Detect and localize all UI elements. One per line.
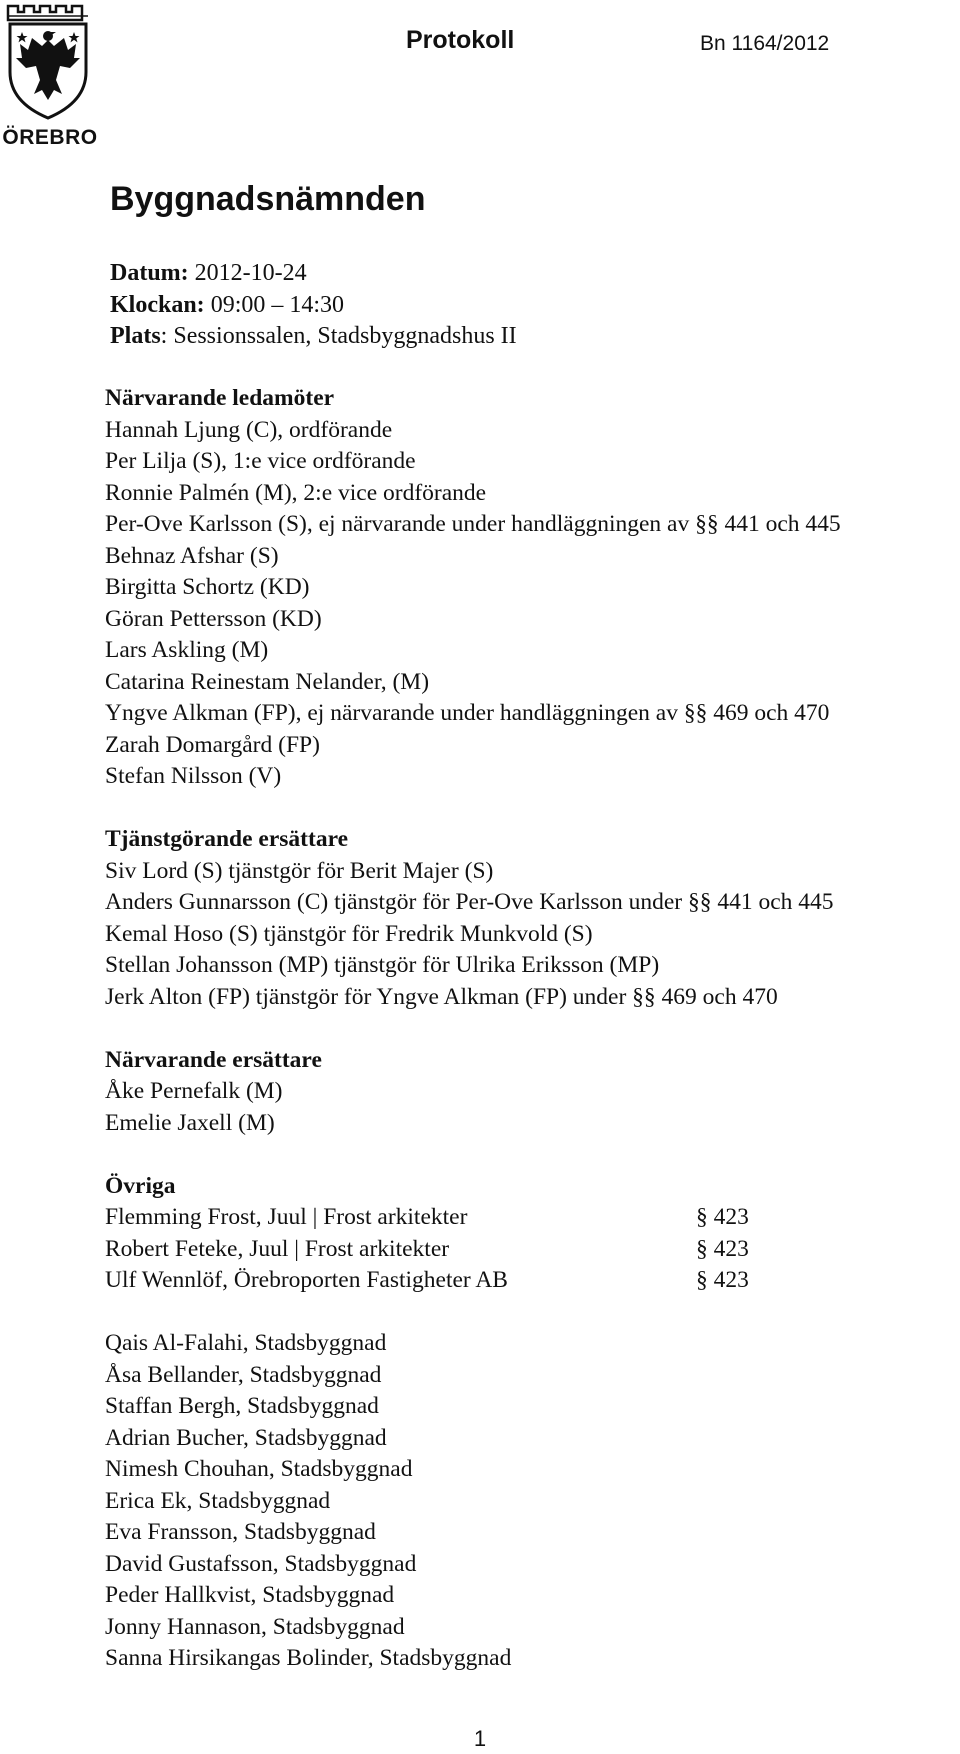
- place-value: : Sessionssalen, Stadsbyggnadshus II: [160, 323, 517, 349]
- section-members: [105, 383, 955, 793]
- list-item: Åke Pernefalk (M): [105, 1078, 283, 1104]
- paragraph-ref: § 423: [696, 1235, 749, 1262]
- list-item: Siv Lord (S) tjänstgör för Berit Majer (S): [105, 857, 494, 884]
- meeting-date: [110, 258, 517, 290]
- coat-of-arms-graphic: [2, 2, 94, 124]
- list-item: Sanna Hirsikangas Bolinder, Stadsbyggnad: [105, 1645, 512, 1671]
- section-heading: Närvarande ersättare: [105, 1046, 322, 1073]
- section-others: [105, 1171, 955, 1297]
- list-item: Stefan Nilsson (V): [105, 763, 282, 789]
- list-item: Erica Ek, Stadsbyggnad: [105, 1487, 331, 1514]
- attendee-name: Robert Feteke, Juul | Frost arkitekter: [105, 1235, 450, 1262]
- list-item: Zarah Domargård (FP): [105, 731, 320, 758]
- time-label: Klockan:: [110, 291, 205, 318]
- list-item: Qais Al-Falahi, Stadsbyggnad: [105, 1330, 387, 1356]
- list-item: Yngve Alkman (FP), ej närvarande under handläggningen av §§ 469 och 470: [105, 700, 830, 726]
- place-label: Plats: [110, 323, 161, 349]
- time-value: 09:00 – 14:30: [204, 291, 345, 318]
- attendee-name: Flemming Frost, Juul | Frost arkitekter: [105, 1204, 468, 1230]
- list-item: Jonny Hannason, Stadsbyggnad: [105, 1613, 405, 1640]
- list-item: Jerk Alton (FP) tjänstgör för Yngve Alkman (FP) under §§ 469 och 470: [105, 983, 778, 1010]
- meeting-place: [110, 321, 517, 353]
- list-item: Per-Ove Karlsson (S), ej närvarande under handläggningen av §§ 441 och 445: [105, 511, 841, 537]
- list-item: Per Lilja (S), 1:e vice ordförande: [105, 448, 416, 474]
- section-substitutes-serving: [105, 824, 955, 1013]
- table-row: [105, 1202, 955, 1234]
- list-item: Lars Askling (M): [105, 637, 269, 663]
- list-item: Peder Hallkvist, Stadsbyggnad: [105, 1582, 395, 1608]
- list-item: Ronnie Palmén (M), 2:e vice ordförande: [105, 479, 487, 506]
- section-heading: Övriga: [105, 1172, 176, 1199]
- document-type: Protokoll: [406, 26, 515, 54]
- orebro-coat-of-arms-icon: [2, 2, 98, 150]
- document-number: Bn 1164/2012: [700, 32, 830, 55]
- list-item: Göran Pettersson (KD): [105, 605, 322, 632]
- table-row: [105, 1265, 955, 1297]
- attendee-name: Ulf Wennlöf, Örebroporten Fastigheter AB: [105, 1267, 508, 1293]
- meeting-details: [110, 258, 517, 353]
- paragraph-ref: § 423: [696, 1204, 749, 1230]
- list-item: Staffan Bergh, Stadsbyggnad: [105, 1393, 379, 1419]
- list-item: Catarina Reinestam Nelander, (M): [105, 668, 430, 695]
- date-value: 2012-10-24: [188, 260, 307, 286]
- section-heading: Närvarande ledamöter: [105, 385, 335, 411]
- meeting-time: [110, 290, 517, 322]
- list-item: Adrian Bucher, Stadsbyggnad: [105, 1424, 387, 1451]
- table-row: [105, 1234, 955, 1266]
- list-item: Stellan Johansson (MP) tjänstgör för Ulrika Eriksson (MP): [105, 952, 660, 978]
- page-number: 1: [473, 1726, 487, 1751]
- paragraph-ref: § 423: [696, 1267, 749, 1293]
- logo-wordmark: ÖREBRO: [2, 126, 98, 149]
- list-item: Nimesh Chouhan, Stadsbyggnad: [105, 1456, 413, 1482]
- section-staff: [105, 1328, 955, 1675]
- list-item: Kemal Hoso (S) tjänstgör för Fredrik Munkvold (S): [105, 920, 593, 947]
- section-heading: Tjänstgörande ersättare: [105, 826, 349, 852]
- section-substitutes-present: [105, 1045, 955, 1140]
- list-item: Birgitta Schortz (KD): [105, 574, 310, 600]
- date-label: Datum:: [110, 260, 189, 286]
- list-item: Behnaz Afshar (S): [105, 542, 279, 569]
- page-title: Byggnadsnämnden: [110, 180, 426, 218]
- list-item: David Gustafsson, Stadsbyggnad: [105, 1550, 417, 1577]
- list-item: Åsa Bellander, Stadsbyggnad: [105, 1361, 382, 1388]
- list-item: Eva Fransson, Stadsbyggnad: [105, 1519, 376, 1545]
- list-item: Emelie Jaxell (M): [105, 1109, 275, 1136]
- attendance-sections: [105, 383, 955, 1706]
- list-item: Anders Gunnarsson (C) tjänstgör för Per-Ove Karlsson under §§ 441 och 445: [105, 889, 834, 915]
- list-item: Hannah Ljung (C), ordförande: [105, 416, 393, 443]
